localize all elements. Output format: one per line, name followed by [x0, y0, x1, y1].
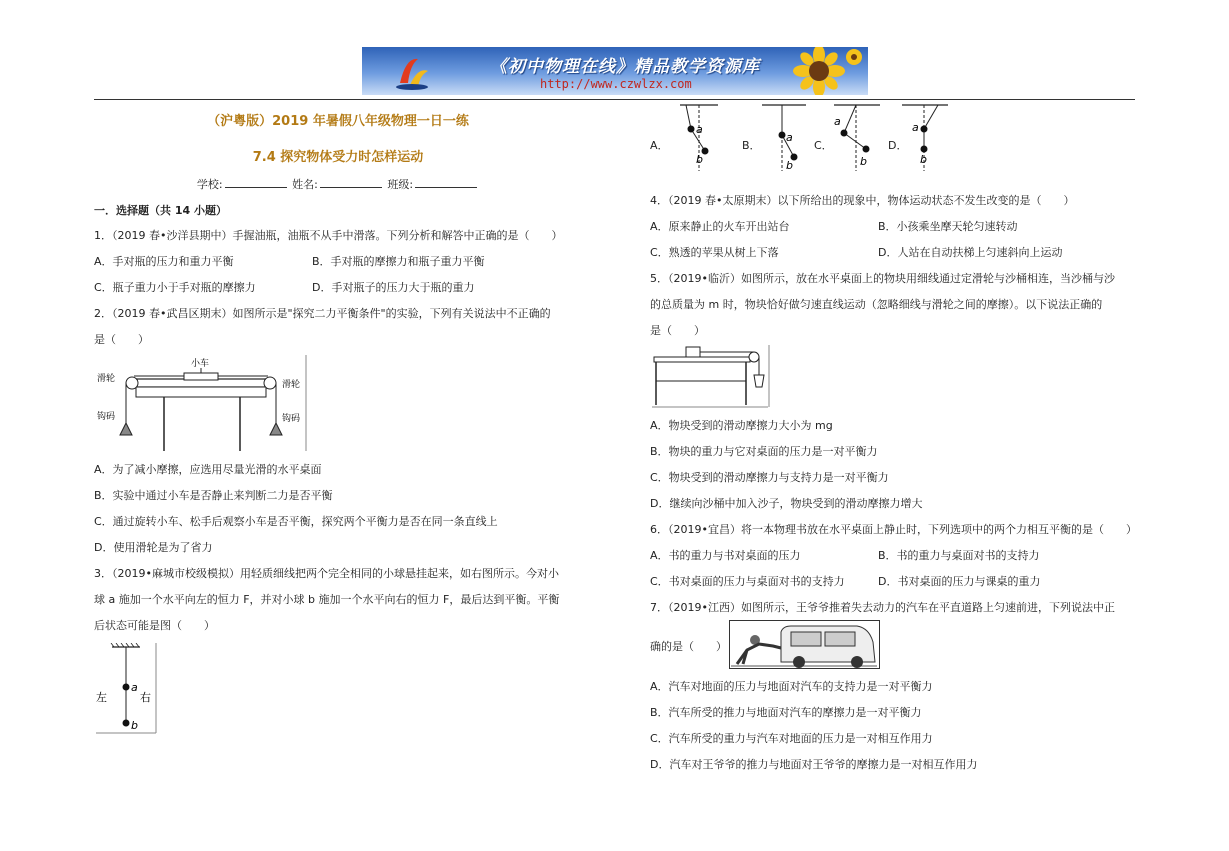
- q3-option-a-figure: [672, 103, 724, 173]
- q2-option-b: B．实验中通过小车是否静止来判断二力是否平衡: [94, 489, 333, 502]
- school-blank: [225, 177, 287, 188]
- q2-fig-weight-left-label: 钩码: [97, 412, 116, 422]
- q7-option-b: B．汽车所受的推力与地面对汽车的摩擦力是一对平衡力: [650, 706, 922, 719]
- name-label: 姓名:: [292, 178, 318, 191]
- name-blank: [320, 177, 382, 188]
- q7-option-d: D．汽车对王爷爷的推力与地面对王爷爷的摩擦力是一对相互作用力: [650, 758, 978, 771]
- q3-option-a-label: A．: [650, 139, 669, 152]
- q1-option-c: C．瓶子重力小于手对瓶的摩擦力: [94, 281, 256, 294]
- q3-option-b-figure: [760, 103, 812, 173]
- q2-fig-weight-right-label: 钩码: [282, 414, 301, 424]
- q5-option-d: D．继续向沙桶中加入沙子，物块受到的滑动摩擦力增大: [650, 497, 923, 510]
- class-label: 班级:: [387, 178, 414, 191]
- q7-stem-line1: 7．（2019•江西）如图所示，王爷爷推着失去动力的汽车在平直道路上匀速前进，下列说法中正: [650, 601, 1115, 614]
- student-info-fields: [94, 176, 582, 192]
- q2-option-a: A．为了减小摩擦，应选用尽量光滑的水平桌面: [94, 463, 322, 476]
- q3-figure: [94, 643, 160, 735]
- q3-option-b-label: B．: [742, 139, 761, 152]
- document-title: （沪粤版）2019 年暑假八年级物理一日一练: [207, 114, 469, 129]
- banner-title: 《初中物理在线》精品教学资源库: [490, 57, 760, 77]
- q5-option-a: A．物块受到的滑动摩擦力大小为 mg: [650, 419, 833, 432]
- q5-option-b: B．物块的重力与它对桌面的压力是一对平衡力: [650, 445, 878, 458]
- q1-option-b: B．手对瓶的摩擦力和瓶子重力平衡: [312, 255, 485, 268]
- q4-option-b: B．小孩乘坐摩天轮匀速转动: [878, 220, 1018, 233]
- q7-option-a: A．汽车对地面的压力与地面对汽车的支持力是一对平衡力: [650, 680, 933, 693]
- q5-option-c: C．物块受到的滑动摩擦力与支持力是一对平衡力: [650, 471, 889, 484]
- q4-option-d: D．人站在自动扶梯上匀速斜向上运动: [878, 246, 1063, 259]
- q3-stem-line3: 后状态可能是图（ ）: [94, 619, 215, 632]
- q5-figure: [650, 343, 774, 409]
- q3-opt-b-fig-b: b: [786, 159, 793, 172]
- banner-url: http://www.czwlzx.com: [540, 77, 692, 91]
- q3-stem-line2: 球 a 施加一个水平向左的恒力 F，并对小球 b 施加一个水平向右的恒力 F，最后达到平衡。平衡: [94, 593, 560, 606]
- q3-option-d-figure: [900, 103, 952, 173]
- q3-opt-d-fig-b: b: [920, 153, 927, 166]
- q6-stem: 6．（2019•宜昌）将一本物理书放在水平桌面上静止时，下列选项中的两个力相互平衡的是（ ）: [650, 523, 1137, 536]
- class-blank: [415, 177, 477, 188]
- section-heading: 一．选择题（共 14 小题）: [94, 204, 227, 217]
- q3-opt-a-fig-b: b: [696, 153, 703, 166]
- q6-option-c: C．书对桌面的压力与桌面对书的支持力: [650, 575, 845, 588]
- q3-fig-left-label: 左: [96, 691, 107, 704]
- q2-stem-line1: 2．（2019 春•武昌区期末）如图所示是"探究二力平衡条件"的实验，下列有关说法中不正确的: [94, 307, 551, 320]
- q3-option-c-figure: [830, 103, 884, 173]
- q3-option-d-label: D．: [888, 139, 908, 152]
- q5-stem-line3: 是（ ）: [650, 324, 705, 337]
- q1-option-d: D．手对瓶子的压力大于瓶的重力: [312, 281, 475, 294]
- q3-stem-line1: 3．（2019•麻城市校级模拟）用轻质细线把两个完全相同的小球悬挂起来，如右图所示。今对小: [94, 567, 559, 580]
- q2-figure: [94, 355, 310, 455]
- q5-stem-line1: 5．（2019•临沂）如图所示，放在水平桌面上的物块用细线通过定滑轮与沙桶相连，当沙桶与沙: [650, 272, 1115, 285]
- site-logo-icon: [392, 53, 432, 91]
- q4-stem: 4．（2019 春•太原期末）以下所给出的现象中，物体运动状态不发生改变的是（ ）: [650, 194, 1075, 207]
- document-subtitle: 7.4 探究物体受力时怎样运动: [252, 150, 424, 165]
- q7-figure: [729, 620, 881, 670]
- q3-opt-c-fig-a: a: [834, 115, 841, 128]
- q7-option-c: C．汽车所受的重力与汽车对地面的压力是一对相互作用力: [650, 732, 933, 745]
- q2-fig-pulley-left-label: 滑轮: [97, 374, 116, 384]
- q3-fig-right-label: 右: [140, 691, 151, 704]
- sunflower-icon: [774, 47, 864, 95]
- q1-option-a: A．手对瓶的压力和重力平衡: [94, 255, 234, 268]
- q1-stem: 1．（2019 春•沙洋县期中）手握油瓶，油瓶不从手中滑落。下列分析和解答中正确的是（ ）: [94, 229, 563, 242]
- q3-fig-ball-a-label: a: [131, 681, 138, 694]
- q2-stem-line2: 是（ ）: [94, 333, 149, 346]
- q2-option-c: C．通过旋转小车、松手后观察小车是否平衡，探究两个平衡力是否在同一条直线上: [94, 515, 498, 528]
- q3-fig-ball-b-label: b: [131, 719, 138, 732]
- school-label: 学校:: [196, 178, 223, 191]
- header-banner: [362, 47, 868, 95]
- header-rule: [94, 99, 1135, 100]
- q2-option-d: D．使用滑轮是为了省力: [94, 541, 213, 554]
- q6-option-a: A．书的重力与书对桌面的压力: [650, 549, 801, 562]
- q2-fig-cart-label: 小车: [191, 359, 210, 369]
- q6-option-b: B．书的重力与桌面对书的支持力: [878, 549, 1040, 562]
- q5-stem-line2: 的总质量为 m 时，物块恰好做匀速直线运动（忽略细线与滑轮之间的摩擦）。以下说法正确的: [650, 298, 1103, 311]
- q6-option-d: D．书对桌面的压力与课桌的重力: [878, 575, 1041, 588]
- q4-option-c: C．熟透的苹果从树上下落: [650, 246, 779, 259]
- q3-opt-d-fig-a: a: [912, 121, 919, 134]
- q4-option-a: A．原来静止的火车开出站台: [650, 220, 790, 233]
- q3-opt-c-fig-b: b: [860, 155, 867, 168]
- q3-option-c-label: C．: [814, 139, 833, 152]
- q7-stem-line2: 确的是（ ）: [650, 640, 727, 653]
- q3-opt-b-fig-a: a: [786, 131, 793, 144]
- q3-opt-a-fig-a: a: [696, 123, 703, 136]
- q2-fig-pulley-right-label: 滑轮: [282, 380, 301, 390]
